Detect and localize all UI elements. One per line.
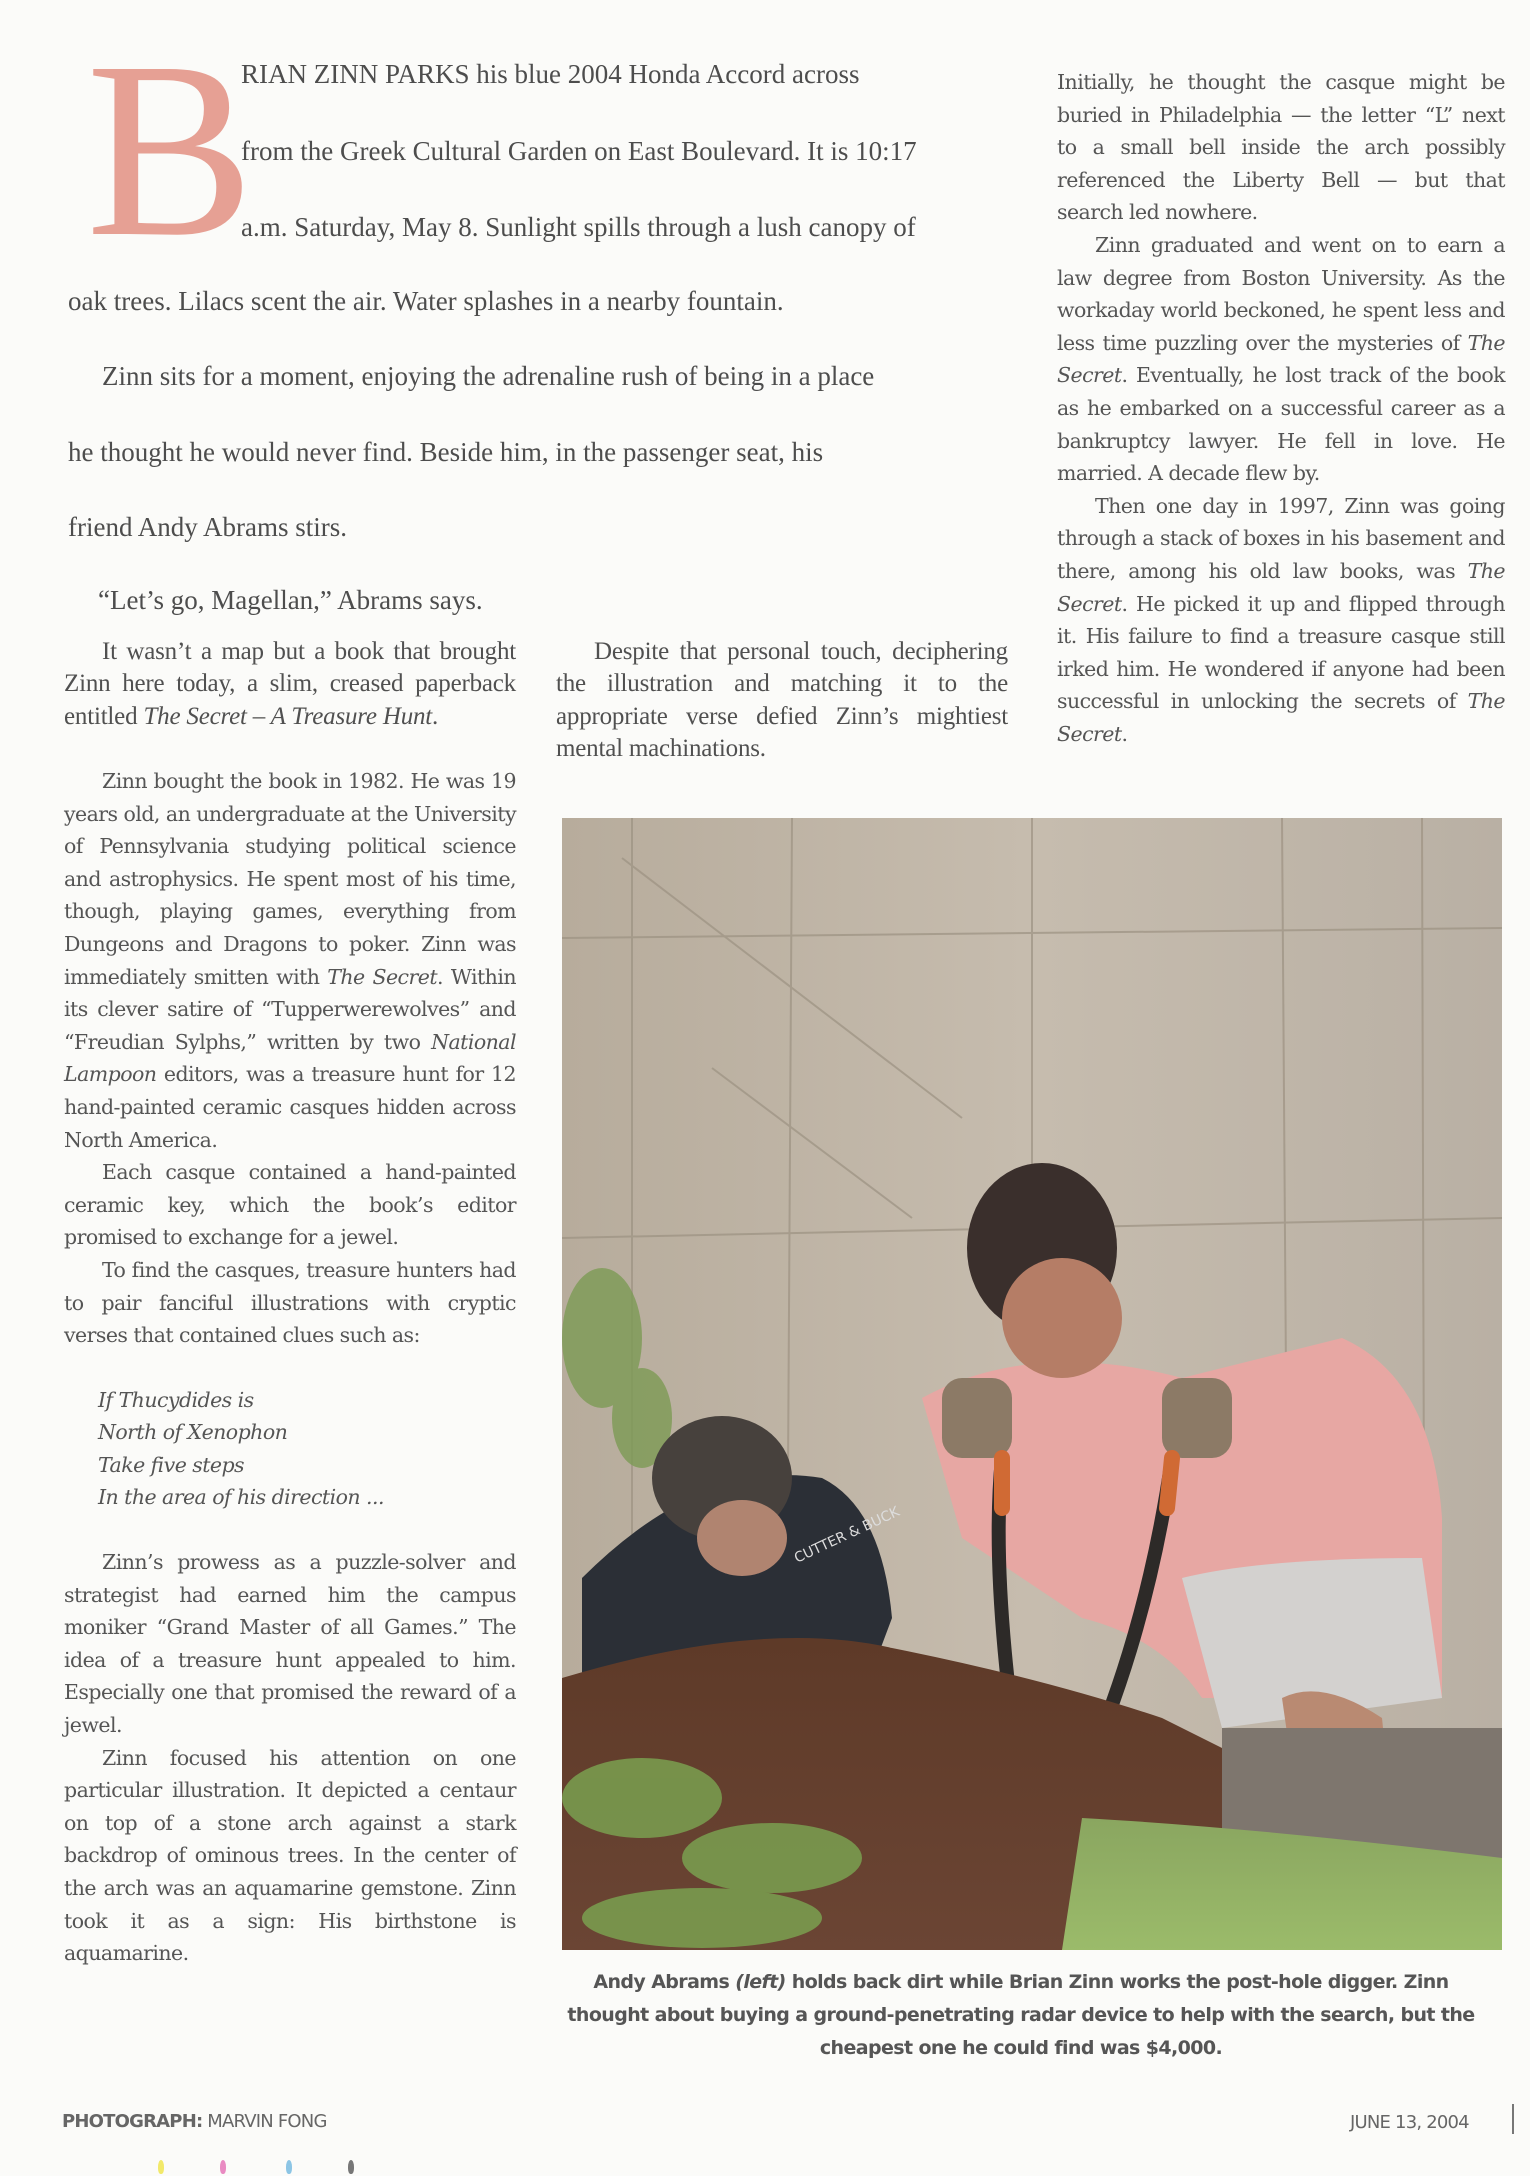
paragraph: Each casque contained a hand-painted ceramic key, which the book’s editor promised to exchange for a jewel. [64, 1160, 516, 1250]
text: . Eventually, he lost track of the book as he embarked on a successful career as a bankruptcy lawyer. He fell in love. He married. A decade flew by. [1057, 363, 1505, 486]
verse-line: If Thucydides is [98, 1387, 254, 1412]
verse-line: Take five steps [98, 1452, 245, 1477]
photo-credit [62, 2111, 327, 2132]
lead-line-7: friend Andy Abrams stirs. [68, 512, 347, 542]
issue-date: JUNE 13, 2004 [1350, 2112, 1469, 2133]
book-title: The Secret [1057, 558, 1505, 616]
lead-line-4: oak trees. Lilacs scent the air. Water splashes in a nearby fountain. [68, 286, 784, 316]
page-edge-rule [1512, 2104, 1514, 2134]
lead-line-6: he thought he would never find. Beside him, in the passenger seat, his [68, 437, 824, 467]
credit-label: PHOTOGRAPH: [62, 2111, 203, 2132]
text: editors, was a treasure hunt for 12 hand-painted ceramic casques hidden across North America. [64, 1062, 516, 1152]
lead-caps: RIAN ZINN PARKS [241, 59, 470, 89]
registration-mark-cyan [286, 2160, 292, 2174]
magazine-title: National Lampoon [64, 1029, 516, 1087]
paragraph: Zinn’s prowess as a puzzle-solver and strategist had earned him the campus moniker “Grand Master of all Games.” The idea of a treasure hunt appealed to him. Especially one that promised the reward of a jewel. [64, 1550, 516, 1738]
book-title: The Secret [1057, 689, 1505, 746]
paragraph: To find the casques, treasure hunters had to pair fanciful illustrations with cryptic verses that contained clues such as: [64, 1257, 516, 1348]
text: . [1121, 721, 1128, 746]
photo-caption [556, 1966, 1486, 2065]
lead-line-8: “Let’s go, Magellan,” Abrams says. [98, 585, 483, 615]
book-title: The Secret – A Treasure Hunt [143, 702, 433, 730]
lead-line-2: from the Greek Cultural Garden on East Boulevard. It is 10:17 [241, 136, 917, 166]
paragraph [64, 765, 516, 1156]
lead-line-1 [241, 58, 859, 90]
photo-illustration [562, 818, 1502, 1950]
lead-line-1-rest: his blue 2004 Honda Accord across [469, 59, 860, 89]
text: holds back dirt while Brian Zinn works the post-hole digger. Zinn thought about buying a ground-penetrating radar device to help with the search, but the cheapest one he could find was $4,000. [567, 1971, 1475, 2059]
paragraph: Initially, he thought the casque might be buried in Philadelphia — the letter “L” next to a small bell inside the arch possibly referenced the Liberty Bell — but that search led nowhere. [1057, 70, 1505, 225]
text: . [432, 702, 439, 730]
paragraph [64, 636, 516, 733]
registration-mark-black [348, 2160, 354, 2174]
left-column [64, 765, 516, 1970]
text: Andy Abrams [593, 1971, 736, 1993]
text: Then one day in 1997, Zinn was going through a stack of boxes in his basement and there, among his old law books, was [1057, 493, 1505, 583]
registration-mark-magenta [220, 2160, 226, 2174]
verse-line: North of Xenophon [98, 1420, 288, 1445]
middle-column [556, 636, 1008, 765]
book-title: The Secret [1057, 330, 1505, 388]
book-title: The Secret [327, 964, 438, 989]
text: Zinn graduated and went on to earn a law degree from Boston University. As the workaday world beckoned, he spent less and less time puzzling over the mysteries of [1057, 232, 1505, 355]
left-column-intro [64, 636, 516, 733]
credit-name: MARVIN FONG [202, 2111, 327, 2132]
paragraph: Zinn focused his attention on one particular illustration. It depicted a centaur on top of a stone arch against a stark backdrop of ominous trees. In the center of the arch was an aquamarine gemstone. Zinn took it as a sign: His birthstone is aquamarine. [64, 1745, 516, 1966]
jacket-logo: CUTTER & BUCK [791, 1503, 903, 1567]
text: . Within its clever satire of “Tupperwerewolves” and “Freudian Sylphs,” written by two [64, 964, 516, 1054]
drop-cap: B [86, 9, 251, 289]
lead-line-3: a.m. Saturday, May 8. Sunlight spills through a lush canopy of [241, 212, 916, 242]
text: Zinn bought the book in 1982. He was 19 years old, an undergraduate at the University of Pennsylvania studying political science and astrophysics. He spent most of his time, though, playing games, everything from Dungeons and Dragons to poker. Zinn was immediately smitten with [64, 769, 516, 989]
paragraph [1057, 229, 1505, 490]
verse [64, 1384, 516, 1514]
lead-line-5: Zinn sits for a moment, enjoying the adrenaline rush of being in a place [102, 361, 875, 391]
paragraph: Despite that personal touch, deciphering the illustration and matching it to the appropriate verse defied Zinn’s mightiest mental machinations. [556, 638, 1008, 762]
text: . He picked it up and flipped through it. His failure to find a treasure casque still irked him. He wondered if anyone had been successful in unlocking the secrets of [1057, 591, 1505, 714]
text: (left) [735, 1971, 786, 1993]
paragraph [1057, 490, 1505, 751]
verse-line: In the area of his direction ... [98, 1485, 384, 1510]
photograph [562, 818, 1502, 1950]
registration-mark-yellow [158, 2160, 164, 2174]
text: It wasn’t a map but a book that brought Zinn here today, a slim, creased paperback entitled [64, 638, 516, 730]
right-column [1057, 66, 1505, 750]
